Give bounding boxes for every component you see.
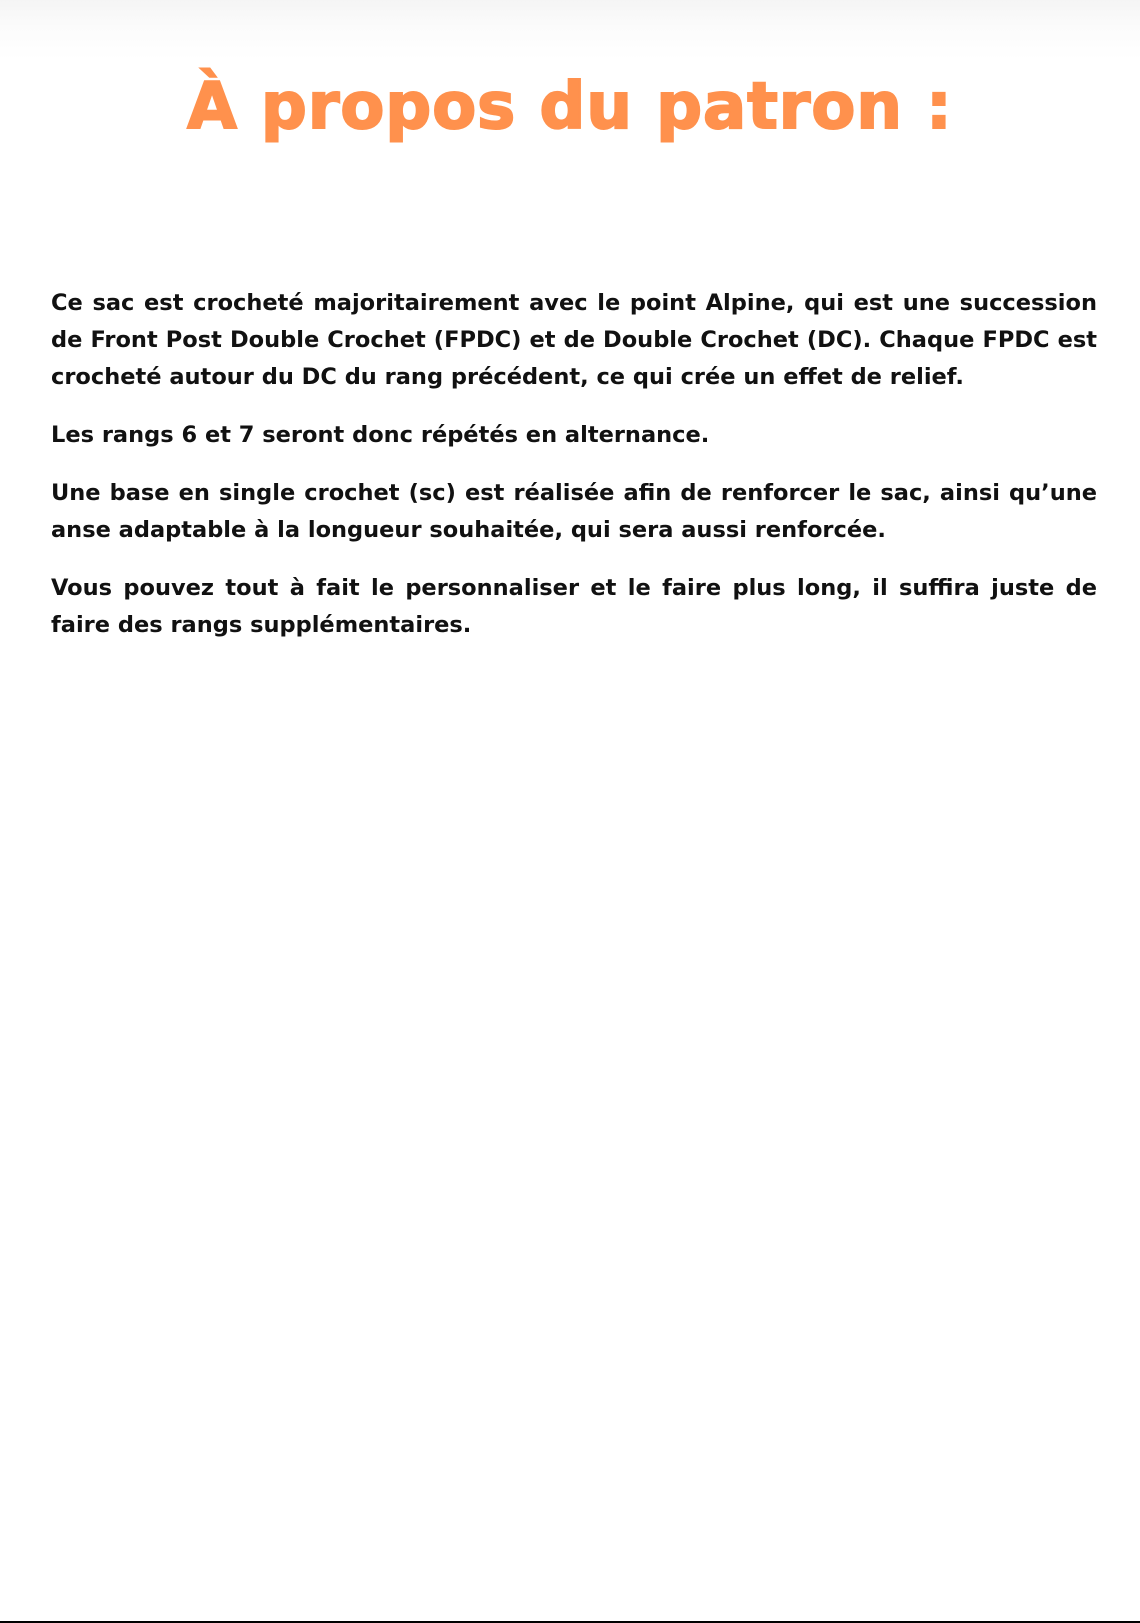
- page-title: À propos du patron :: [187, 70, 953, 144]
- paragraph-row-repeat: Les rangs 6 et 7 seront donc répétés en alternance.: [51, 422, 710, 448]
- paragraph-base-and-handle: Une base en single crochet (sc) est réalisée afin de renforcer le sac, ainsi qu’une anse adaptable à la longueur souhaitée, qui sera aussi renforcée.: [51, 480, 1097, 543]
- paragraph-customization: Vous pouvez tout à fait le personnaliser et le faire plus long, il suffira juste de faire des rangs supplémentaires.: [51, 575, 1097, 638]
- paragraph-alpine-stitch: Ce sac est crocheté majoritairement avec le point Alpine, qui est une succession de Front Post Double Crochet (FPDC) et de Double Crochet (DC). Chaque FPDC est crocheté autour du DC du rang précédent, ce qui crée un effet de relief.: [51, 290, 1097, 390]
- pattern-description: [51, 285, 1097, 665]
